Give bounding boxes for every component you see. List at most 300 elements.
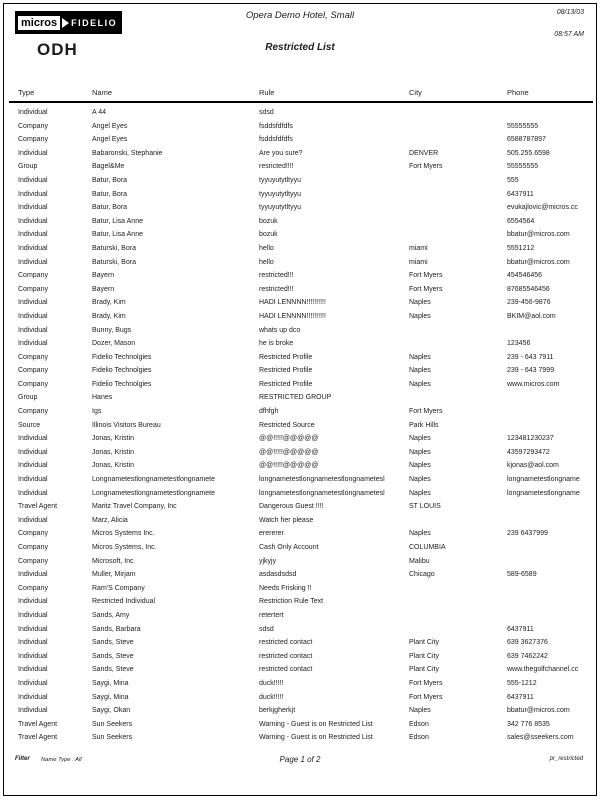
cell-name: Batur, Bora xyxy=(92,204,128,212)
cell-city: Malibu xyxy=(409,557,430,565)
cell-city xyxy=(409,514,507,528)
cell-type: Company xyxy=(18,544,48,551)
cell-name: Muller, Mirjam xyxy=(92,571,136,579)
cell-rule: he is broke xyxy=(259,340,294,348)
cell-phone: 6437911 xyxy=(507,625,534,633)
cell-name: Batur, Lisa Anne xyxy=(92,231,143,239)
cell-city: Edson xyxy=(409,734,429,742)
cell-rule: fsddsfdfdfs xyxy=(259,122,293,130)
cell-type: Individual xyxy=(18,231,48,239)
table-row xyxy=(18,582,597,596)
cell-phone: www.micros.com xyxy=(507,380,560,388)
cell-city: Naples xyxy=(409,476,431,484)
cell-phone xyxy=(507,541,596,555)
table-row xyxy=(18,704,597,718)
cell-phone xyxy=(507,405,596,419)
cell-type: Company xyxy=(18,367,48,375)
cell-rule: restricted!!! xyxy=(259,272,294,280)
cell-rule: Cash Only Account xyxy=(259,544,319,551)
resort-code: ODH xyxy=(37,40,78,59)
table-row xyxy=(18,419,597,433)
cell-type: Source xyxy=(18,421,41,429)
cell-rule: sdsd xyxy=(259,625,274,633)
cell-phone: 123456 xyxy=(507,340,531,348)
table-row xyxy=(18,527,597,541)
cell-type: Company xyxy=(18,530,48,538)
cell-city: Plant City xyxy=(409,666,439,674)
table-row xyxy=(18,473,597,487)
cell-name: Fidelio Technolgies xyxy=(92,380,152,388)
cell-type: Individual xyxy=(18,176,48,184)
cell-city xyxy=(409,174,507,188)
cell-phone: bbatur@micros.com xyxy=(507,231,570,239)
cell-rule: @@!!!!!@@@@@ xyxy=(259,435,319,443)
cell-type: Individual xyxy=(18,707,48,715)
hotel-name: Opera Demo Hotel, Small xyxy=(245,10,355,21)
cell-city xyxy=(409,215,507,229)
table-row xyxy=(18,296,597,310)
cell-rule: sdsd xyxy=(259,109,274,116)
cell-city: Park Hills xyxy=(409,421,439,429)
table-row xyxy=(18,623,597,637)
cell-rule: RESTRICTED GROUP xyxy=(259,394,332,402)
cell-type: Individual xyxy=(18,598,48,606)
cell-phone xyxy=(507,555,596,569)
cell-rule: hello xyxy=(259,258,274,266)
cell-rule: Needs Frisking !! xyxy=(259,584,312,592)
cell-name: Longnametestlongnametestlongnamete xyxy=(92,476,215,484)
cell-name: Baturski, Bora xyxy=(92,258,136,266)
cell-phone: 239 - 643 7911 xyxy=(507,353,554,361)
cell-city: ST LOUIS xyxy=(409,503,441,511)
cell-rule: tyyuyutytltyyu xyxy=(259,204,302,212)
cell-type: Individual xyxy=(18,639,48,647)
cell-name: Sun Seekers xyxy=(92,734,133,742)
cell-type: Individual xyxy=(18,666,48,674)
column-header-phone: Phone xyxy=(507,88,529,97)
cell-name: Brady, Kim xyxy=(92,299,126,307)
cell-phone: 55555555 xyxy=(507,163,539,171)
cell-type: Individual xyxy=(18,476,48,484)
cell-rule: Warning - Guest is on Restricted List xyxy=(259,734,373,742)
cell-name: Bayern xyxy=(92,285,115,293)
table-row xyxy=(18,677,597,691)
cell-rule: whats up dco xyxy=(259,326,301,334)
cell-type: Company xyxy=(18,122,48,130)
cell-phone xyxy=(507,514,596,528)
table-row xyxy=(18,636,597,650)
cell-rule: Restricted Source xyxy=(259,421,315,429)
table-row xyxy=(18,432,597,446)
table-row xyxy=(18,609,597,623)
cell-phone: 342 776 8535 xyxy=(507,720,550,728)
cell-rule: bozuk xyxy=(259,231,278,239)
table-row xyxy=(18,487,597,501)
cell-name: Maritz Travel Company, Inc xyxy=(92,503,177,511)
column-header-city: City xyxy=(409,88,422,97)
cell-type: Individual xyxy=(18,149,48,157)
table-row xyxy=(18,731,597,745)
cell-city: Chicago xyxy=(409,571,435,579)
cell-rule: @@!!!!!@@@@@ xyxy=(259,462,319,470)
cell-rule: Restricted Profile xyxy=(259,380,313,388)
cell-name: Jonas, Kristin xyxy=(92,435,135,443)
cell-name: Ram'S Company xyxy=(92,584,145,592)
cell-city xyxy=(409,582,507,596)
footer-filter-label: Filter xyxy=(15,756,30,762)
cell-type: Individual xyxy=(18,652,48,660)
cell-phone: 43597293472 xyxy=(507,448,550,456)
cell-name: Jonas, Kristin xyxy=(92,448,135,456)
cell-phone: kjonas@aol.com xyxy=(507,462,559,470)
cell-city xyxy=(409,120,507,134)
cell-city xyxy=(409,391,507,405)
cell-rule: asdasdsdsd xyxy=(259,571,297,579)
cell-city xyxy=(409,133,507,147)
cell-city xyxy=(409,595,507,609)
cell-rule: Restricted Profile xyxy=(259,353,313,361)
cell-phone: 6588787897 xyxy=(507,136,546,144)
cell-name: Sands, Barbara xyxy=(92,625,141,633)
restricted-list-table xyxy=(15,106,597,745)
cell-phone xyxy=(507,609,596,623)
cell-type: Company xyxy=(18,353,48,361)
cell-phone xyxy=(507,582,596,596)
cell-type: Individual xyxy=(18,109,48,116)
cell-phone xyxy=(507,391,596,405)
cell-type: Individual xyxy=(18,679,48,687)
cell-rule: longnametestlongnametestlongnametesl xyxy=(259,476,385,484)
cell-city: Naples xyxy=(409,380,431,388)
cell-phone: longnametestlongname xyxy=(507,476,580,484)
cell-type: Individual xyxy=(18,516,48,524)
cell-name: Brady, Kim xyxy=(92,312,126,320)
cell-type: Individual xyxy=(18,489,48,497)
cell-rule: duck!!!!! xyxy=(259,679,284,687)
cell-type: Individual xyxy=(18,448,48,456)
cell-phone xyxy=(507,500,596,514)
footer-page-number: Page 1 of 2 xyxy=(279,755,321,764)
cell-name: Bagel&Me xyxy=(92,163,125,171)
cell-phone: sales@sseekers.com xyxy=(507,734,574,742)
cell-city: Naples xyxy=(409,462,431,470)
cell-type: Individual xyxy=(18,312,48,320)
cell-name: Sun Seekers xyxy=(92,720,133,728)
footer-filter-value: Name Type : All xyxy=(41,757,82,763)
cell-type: Individual xyxy=(18,244,48,252)
cell-phone: 239-456-9876 xyxy=(507,299,551,307)
cell-name: Fidelio Technolgies xyxy=(92,353,152,361)
table-row xyxy=(18,133,597,147)
table-row xyxy=(18,514,597,528)
header-divider-line xyxy=(9,101,593,103)
cell-city: Naples xyxy=(409,489,431,497)
cell-name: Restricted Individual xyxy=(92,598,156,606)
cell-phone: 555-1212 xyxy=(507,679,537,687)
cell-phone: 6437911 xyxy=(507,693,534,701)
cell-rule: tyyuyutytltyyu xyxy=(259,190,302,198)
cell-phone: evukajlovic@micros.cc xyxy=(507,204,578,212)
cell-name: Angel Eyes xyxy=(92,122,128,130)
cell-city: miami xyxy=(409,244,428,252)
cell-rule: Restriction Rule Text xyxy=(259,598,324,606)
table-row xyxy=(18,500,597,514)
table-row xyxy=(18,595,597,609)
table-row xyxy=(18,718,597,732)
cell-city xyxy=(409,228,507,242)
column-header-rule: Rule xyxy=(259,88,275,97)
cell-type: Individual xyxy=(18,299,48,307)
cell-phone: 5551212 xyxy=(507,244,535,252)
cell-city: Naples xyxy=(409,448,431,456)
table-row xyxy=(18,568,597,582)
cell-city xyxy=(409,609,507,623)
cell-type: Group xyxy=(18,163,38,171)
cell-city: DENVER xyxy=(409,149,439,157)
cell-rule: Warning - Guest is on Restricted List xyxy=(259,720,373,728)
table-row xyxy=(18,106,597,120)
table-row xyxy=(18,446,597,460)
cell-city: Naples xyxy=(409,530,431,538)
cell-type: Individual xyxy=(18,625,48,633)
cell-phone xyxy=(507,419,596,433)
cell-name: Sands, Steve xyxy=(92,639,134,647)
cell-name: Saygi, Mina xyxy=(92,693,129,701)
cell-phone: 6554564 xyxy=(507,217,535,225)
table-row xyxy=(18,541,597,555)
cell-phone: 639 3627376 xyxy=(507,639,548,647)
cell-phone xyxy=(507,324,596,338)
cell-name: Fidelio Technolgies xyxy=(92,367,152,375)
cell-city: Plant City xyxy=(409,652,439,660)
cell-name: Illinois Visitors Bureau xyxy=(92,421,161,429)
cell-phone: BKIM@aol.com xyxy=(507,312,556,320)
cell-rule: Watch her please xyxy=(259,516,314,524)
cell-rule: Restricted Profile xyxy=(259,367,313,375)
cell-name: Babaronski, Stephanie xyxy=(92,149,163,157)
cell-phone xyxy=(507,595,596,609)
footer-report-id: pr_restricted xyxy=(549,756,583,762)
table-row xyxy=(18,650,597,664)
cell-city xyxy=(409,324,507,338)
table-row xyxy=(18,691,597,705)
table-row xyxy=(18,188,597,202)
cell-phone: 555 xyxy=(507,176,519,184)
cell-name: Marz, Alicia xyxy=(92,516,128,524)
cell-phone: longnametestlongname xyxy=(507,489,580,497)
cell-phone: 55555555 xyxy=(507,122,539,130)
cell-rule: Dangerous Guest !!!! xyxy=(259,503,324,511)
cell-city: Fort Myers xyxy=(409,408,443,416)
cell-city: miami xyxy=(409,258,428,266)
table-row xyxy=(18,310,597,324)
cell-city xyxy=(409,337,507,351)
cell-type: Individual xyxy=(18,571,48,579)
table-row xyxy=(18,215,597,229)
cell-rule: resricted!!!! xyxy=(259,163,294,171)
cell-type: Individual xyxy=(18,217,48,225)
cell-city: Fort Myers xyxy=(409,163,443,171)
cell-type: Company xyxy=(18,285,48,293)
cell-name: Sands, Steve xyxy=(92,666,134,674)
table-row xyxy=(18,147,597,161)
cell-type: Company xyxy=(18,408,48,416)
cell-rule: longnametestlongnametestlongnametesl xyxy=(259,489,385,497)
cell-rule: berkjgherkjt xyxy=(259,707,296,715)
cell-city: Naples xyxy=(409,353,431,361)
cell-type: Individual xyxy=(18,326,48,334)
table-row xyxy=(18,324,597,338)
cell-phone: www.thegolfchannel.cc xyxy=(507,666,579,674)
table-row xyxy=(18,174,597,188)
cell-name: Batur, Bora xyxy=(92,176,128,184)
cell-type: Company xyxy=(18,272,48,280)
cell-city: Naples xyxy=(409,299,431,307)
cell-phone: 639 7462242 xyxy=(507,652,548,660)
cell-rule: HADI LENNNN!!!!!!!!!! xyxy=(259,312,326,320)
cell-name: Angel Eyes xyxy=(92,136,128,144)
cell-type: Individual xyxy=(18,204,48,212)
cell-name: Micros Systems, Inc. xyxy=(92,544,157,551)
cell-phone: 123481230237 xyxy=(507,435,554,443)
cell-phone: 87685546456 xyxy=(507,285,550,293)
fidelio-logo-text: FIDELIO xyxy=(71,17,118,28)
cell-city: Fort Myers xyxy=(409,272,443,280)
table-row xyxy=(18,555,597,569)
table-row xyxy=(18,256,597,270)
cell-name: Bunny, Bugs xyxy=(92,326,132,334)
cell-name: Sands, Amy xyxy=(92,611,130,619)
table-row xyxy=(18,228,597,242)
cell-city xyxy=(409,106,507,120)
cell-rule: tyyuyutytltyyu xyxy=(259,176,302,184)
cell-phone: bbatur@micros.com xyxy=(507,707,570,715)
cell-type: Travel Agent xyxy=(18,503,58,511)
cell-rule: Are you sure? xyxy=(259,149,303,157)
cell-type: Individual xyxy=(18,462,48,470)
cell-phone xyxy=(507,106,596,120)
cell-name: Batur, Bora xyxy=(92,190,128,198)
cell-phone: 589-6589 xyxy=(507,571,537,579)
cell-name: Sands, Steve xyxy=(92,652,134,660)
table-row xyxy=(18,242,597,256)
cell-type: Company xyxy=(18,584,48,592)
cell-type: Individual xyxy=(18,611,48,619)
cell-city xyxy=(409,188,507,202)
cell-name: Hanes xyxy=(92,394,113,402)
cell-name: Saygi, Okan xyxy=(92,707,131,715)
micros-logo-text: micros xyxy=(17,15,61,31)
table-row xyxy=(18,391,597,405)
cell-phone: 239 6437999 xyxy=(507,530,548,538)
table-row xyxy=(18,269,597,283)
cell-name: Micros Systems Inc. xyxy=(92,530,155,538)
cell-city: COLUMBIA xyxy=(409,544,446,551)
cell-rule: duck!!!!! xyxy=(259,693,284,701)
cell-type: Individual xyxy=(18,258,48,266)
cell-name: A 44 xyxy=(92,109,107,116)
cell-type: Individual xyxy=(18,693,48,701)
cell-rule: restricted!!! xyxy=(259,285,294,293)
cell-phone: bbatur@micros.com xyxy=(507,258,570,266)
table-row xyxy=(18,337,597,351)
report-date: 08/13/03 xyxy=(556,9,584,16)
table-row xyxy=(18,405,597,419)
cell-phone: 6437911 xyxy=(507,190,534,198)
cell-name: Igs xyxy=(92,408,102,416)
cell-name: Longnametestlongnametestlongnamete xyxy=(92,489,215,497)
cell-city: Fort Myers xyxy=(409,693,443,701)
cell-city: Naples xyxy=(409,367,431,375)
cell-rule: retertert xyxy=(259,611,284,619)
cell-type: Individual xyxy=(18,340,48,348)
cell-type: Group xyxy=(18,394,38,402)
cell-name: Jonas, Kristin xyxy=(92,462,135,470)
table-row xyxy=(18,120,597,134)
cell-rule: hello xyxy=(259,244,274,252)
cell-rule: @@!!!!!@@@@@ xyxy=(259,448,319,456)
cell-city: Plant City xyxy=(409,639,439,647)
report-title: Restricted List xyxy=(265,42,335,53)
cell-type: Company xyxy=(18,136,48,144)
table-row xyxy=(18,378,597,392)
cell-name: Saygi, Mina xyxy=(92,679,129,687)
cell-name: Dozer, Mason xyxy=(92,340,136,348)
column-header-type: Type xyxy=(18,88,35,97)
table-row xyxy=(18,459,597,473)
cell-city: Naples xyxy=(409,435,431,443)
cell-city: Edson xyxy=(409,720,429,728)
table-header-row xyxy=(15,88,593,97)
cell-rule: restricted contact xyxy=(259,666,313,674)
column-header-name: Name xyxy=(92,88,113,97)
cell-rule: bozuk xyxy=(259,217,278,225)
report-time: 08:57 AM xyxy=(554,31,584,38)
cell-rule: yjkyjy xyxy=(259,557,277,565)
cell-type: Travel Agent xyxy=(18,734,58,742)
cell-rule: restricted contact xyxy=(259,652,313,660)
table-row xyxy=(18,663,597,677)
cell-type: Individual xyxy=(18,190,48,198)
cell-rule: erererer xyxy=(259,530,284,538)
table-row xyxy=(18,160,597,174)
cell-type: Individual xyxy=(18,435,48,443)
cell-name: Baturski, Bora xyxy=(92,244,136,252)
cell-phone: 454546456 xyxy=(507,272,543,280)
cell-city: Naples xyxy=(409,707,431,715)
cell-city: Fort Myers xyxy=(409,285,443,293)
cell-city: Naples xyxy=(409,312,431,320)
cell-phone: 505.255.6598 xyxy=(507,149,550,157)
cell-rule: fsddsfdfdfs xyxy=(259,136,293,144)
cell-type: Company xyxy=(18,557,48,565)
table-row xyxy=(18,283,597,297)
report-page xyxy=(3,3,597,796)
cell-name: Microsoft, Inc xyxy=(92,557,134,565)
table-row xyxy=(18,351,597,365)
cell-rule: HADI LENNNN!!!!!!!!!! xyxy=(259,299,326,307)
cell-type: Travel Agent xyxy=(18,720,58,728)
cell-city xyxy=(409,623,507,637)
table-row xyxy=(18,364,597,378)
cell-city: Fort Myers xyxy=(409,679,443,687)
cell-rule: restricted contact xyxy=(259,639,313,647)
table-row xyxy=(18,201,597,215)
cell-city xyxy=(409,201,507,215)
cell-type: Company xyxy=(18,380,48,388)
cell-name: Bayern xyxy=(92,272,115,280)
cell-name: Batur, Lisa Anne xyxy=(92,217,143,225)
